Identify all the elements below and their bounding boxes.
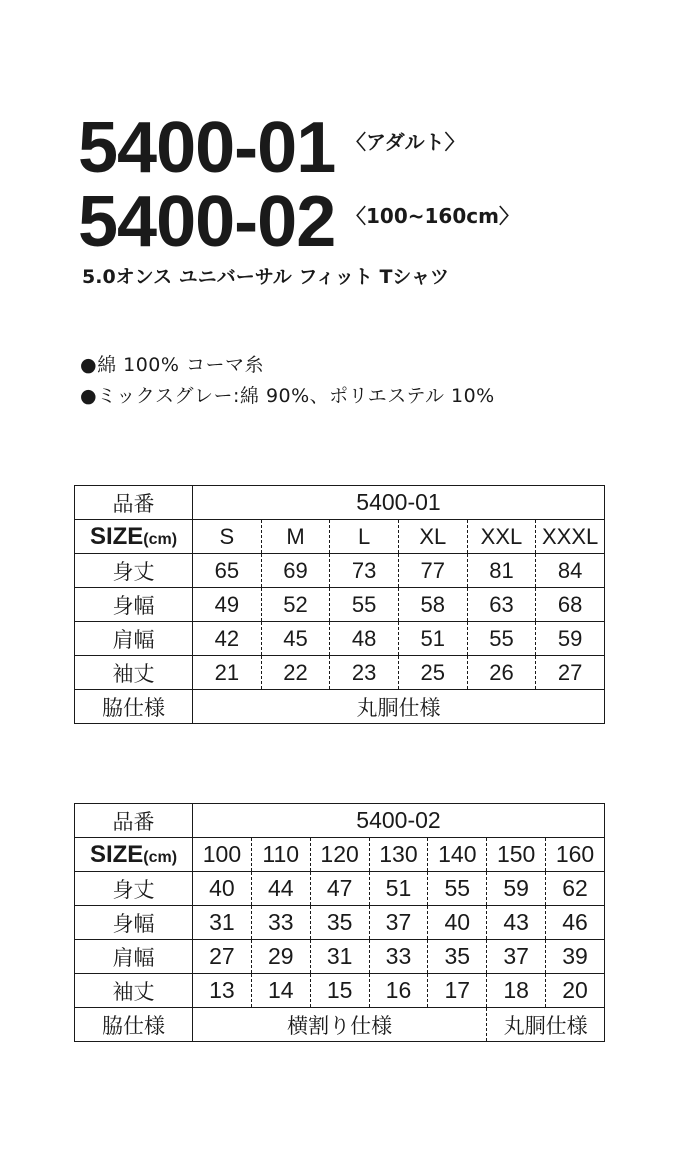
table-cell: 51 — [398, 622, 467, 656]
table-cell: 20 — [546, 974, 605, 1008]
table-cell: 40 — [428, 906, 487, 940]
size-label — [75, 838, 193, 872]
size-header: 130 — [369, 838, 428, 872]
hinban-label: 品番 — [75, 486, 193, 520]
table-cell: 13 — [193, 974, 252, 1008]
table-cell: 35 — [310, 906, 369, 940]
row-label: 身丈 — [75, 872, 193, 906]
table-cell: 55 — [330, 588, 399, 622]
table-cell: 59 — [536, 622, 605, 656]
row-label: 袖丈 — [75, 974, 193, 1008]
size-header: S — [193, 520, 262, 554]
table-cell: 16 — [369, 974, 428, 1008]
table-row-mitake — [75, 872, 605, 906]
table-cell: 21 — [193, 656, 262, 690]
side-value-marudou: 丸胴仕様 — [487, 1008, 605, 1042]
table-row-hinban — [75, 486, 605, 520]
table-cell: 35 — [428, 940, 487, 974]
spec-line-material: ●綿 100% コーマ糸 — [80, 354, 264, 376]
row-label: 肩幅 — [75, 622, 193, 656]
table-cell: 52 — [261, 588, 330, 622]
hinban-value: 5400-02 — [193, 804, 605, 838]
size-table-adult — [74, 485, 605, 724]
table-cell: 68 — [536, 588, 605, 622]
table-row-mitake — [75, 554, 605, 588]
table-cell: 15 — [310, 974, 369, 1008]
spec-line-mix-gray: ●ミックスグレー:綿 90%、ポリエステル 10% — [80, 385, 495, 407]
row-label: 身丈 — [75, 554, 193, 588]
hinban-label: 品番 — [75, 804, 193, 838]
size-header: XL — [398, 520, 467, 554]
model-number-adult: 5400-01 — [78, 108, 336, 188]
size-header: XXXL — [536, 520, 605, 554]
model-subtitle-kids: 〈100~160cm〉 — [346, 204, 519, 228]
size-unit: (cm) — [143, 848, 178, 866]
size-header: 100 — [193, 838, 252, 872]
table-cell: 29 — [251, 940, 310, 974]
size-header: 160 — [546, 838, 605, 872]
table-cell: 37 — [369, 906, 428, 940]
size-header: 150 — [487, 838, 546, 872]
table-row-sodetake — [75, 974, 605, 1008]
table-cell: 81 — [467, 554, 536, 588]
table-row-mihaba — [75, 906, 605, 940]
table-row-side — [75, 690, 605, 724]
size-label — [75, 520, 193, 554]
table-cell: 58 — [398, 588, 467, 622]
table-cell: 44 — [251, 872, 310, 906]
table-cell: 40 — [193, 872, 252, 906]
table-cell: 51 — [369, 872, 428, 906]
table-cell: 42 — [193, 622, 262, 656]
row-label: 肩幅 — [75, 940, 193, 974]
size-label-text: SIZE — [89, 522, 144, 550]
table-cell: 14 — [251, 974, 310, 1008]
table-row-katahaba — [75, 622, 605, 656]
table-cell: 73 — [330, 554, 399, 588]
table-row-sodetake — [75, 656, 605, 690]
model-number-kids: 5400-02 — [78, 182, 336, 262]
table-row-sizes — [75, 838, 605, 872]
table-row-sizes — [75, 520, 605, 554]
table-cell: 59 — [487, 872, 546, 906]
table-cell: 25 — [398, 656, 467, 690]
row-label: 袖丈 — [75, 656, 193, 690]
table-cell: 43 — [487, 906, 546, 940]
size-header: 110 — [251, 838, 310, 872]
table-cell: 46 — [546, 906, 605, 940]
table-cell: 18 — [487, 974, 546, 1008]
table-cell: 23 — [330, 656, 399, 690]
row-label: 身幅 — [75, 906, 193, 940]
table-row-mihaba — [75, 588, 605, 622]
table-row-side — [75, 1008, 605, 1042]
table-cell: 49 — [193, 588, 262, 622]
table-row-katahaba — [75, 940, 605, 974]
table-cell: 27 — [193, 940, 252, 974]
size-label-text: SIZE — [89, 840, 144, 868]
table-cell: 45 — [261, 622, 330, 656]
table-cell: 55 — [467, 622, 536, 656]
table-cell: 65 — [193, 554, 262, 588]
table-cell: 27 — [536, 656, 605, 690]
table-row-hinban — [75, 804, 605, 838]
table-cell: 31 — [193, 906, 252, 940]
row-label: 身幅 — [75, 588, 193, 622]
table-cell: 39 — [546, 940, 605, 974]
side-label: 脇仕様 — [75, 1008, 193, 1042]
size-header: 140 — [428, 838, 487, 872]
size-header: 120 — [310, 838, 369, 872]
table-cell: 47 — [310, 872, 369, 906]
size-table-kids — [74, 803, 605, 1042]
size-unit: (cm) — [143, 530, 178, 548]
product-name: 5.0オンス ユニバーサル フィット Tシャツ — [82, 266, 450, 288]
size-header: L — [330, 520, 399, 554]
table-cell: 63 — [467, 588, 536, 622]
model-subtitle-adult: 〈アダルト〉 — [346, 130, 465, 154]
table-cell: 69 — [261, 554, 330, 588]
table-cell: 84 — [536, 554, 605, 588]
table-cell: 26 — [467, 656, 536, 690]
side-value: 丸胴仕様 — [193, 690, 605, 724]
side-value-yokowari: 横割り仕様 — [193, 1008, 487, 1042]
table-cell: 33 — [369, 940, 428, 974]
table-cell: 48 — [330, 622, 399, 656]
table-cell: 17 — [428, 974, 487, 1008]
table-cell: 37 — [487, 940, 546, 974]
size-header: M — [261, 520, 330, 554]
size-header: XXL — [467, 520, 536, 554]
table-cell: 62 — [546, 872, 605, 906]
table-cell: 77 — [398, 554, 467, 588]
table-cell: 31 — [310, 940, 369, 974]
side-label: 脇仕様 — [75, 690, 193, 724]
hinban-value: 5400-01 — [193, 486, 605, 520]
table-cell: 22 — [261, 656, 330, 690]
table-cell: 55 — [428, 872, 487, 906]
table-cell: 33 — [251, 906, 310, 940]
